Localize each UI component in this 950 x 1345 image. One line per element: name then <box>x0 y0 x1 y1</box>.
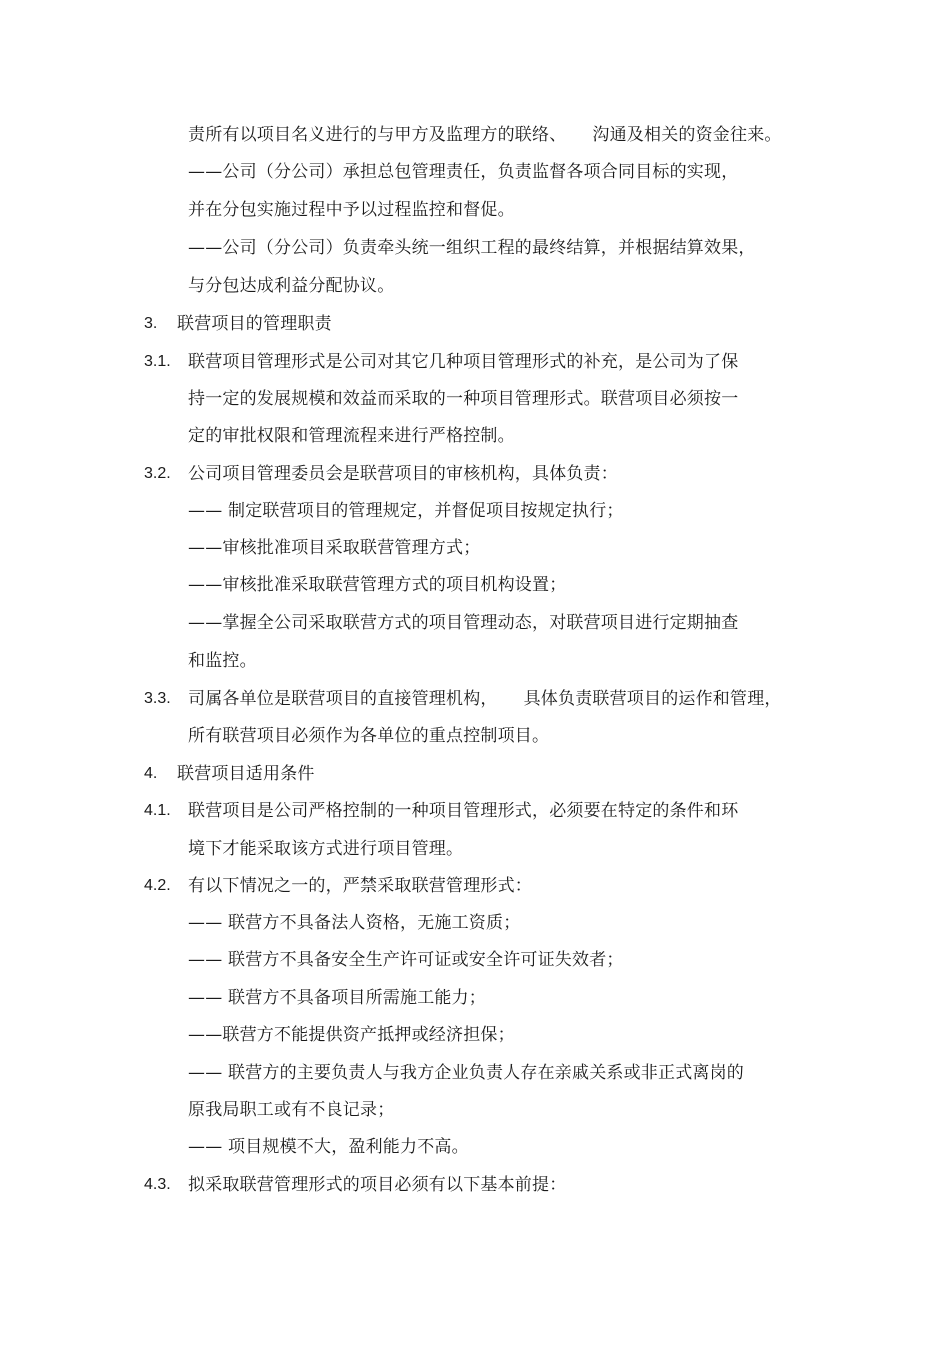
list-item: —— 联营方不具备安全生产许可证或安全许可证失效者； <box>188 950 624 970</box>
text-line: 拟采取联营管理形式的项目必须有以下基本前提： <box>188 1175 567 1195</box>
text-line: 原我局职工或有不良记录； <box>188 1100 395 1120</box>
list-item: ——审核批准采取联营管理方式的项目机构设置； <box>188 575 567 595</box>
text-line: ——公司（分公司）负责牵头统一组织工程的最终结算，并根据结算效果， <box>188 238 756 258</box>
section-number: 4. <box>144 765 158 782</box>
section-number: 4.2. <box>144 877 171 894</box>
text-line: 境下才能采取该方式进行项目管理。 <box>188 839 464 859</box>
section-number: 4.1. <box>144 802 171 819</box>
section-number: 3.2. <box>144 465 171 482</box>
list-item: —— 制定联营项目的管理规定，并督促项目按规定执行； <box>188 501 624 521</box>
section-number: 4.3. <box>144 1176 171 1193</box>
list-item: —— 联营方不具备项目所需施工能力； <box>188 988 487 1008</box>
text-line: 所有联营项目必须作为各单位的重点控制项目。 <box>188 726 550 746</box>
text-fragment: 沟通及相关的资金往来。 <box>592 125 782 145</box>
list-item: ——联营方不能提供资产抵押或经济担保； <box>188 1025 515 1045</box>
list-item: ——掌握全公司采取联营方式的项目管理动态，对联营项目进行定期抽查 <box>188 613 739 633</box>
list-item: ——审核批准项目采取联营管理方式； <box>188 538 481 558</box>
text-line: 和监控。 <box>188 651 257 671</box>
text-line: 与分包达成利益分配协议。 <box>188 276 395 296</box>
list-item: —— 项目规模不大，盈利能力不高。 <box>188 1137 469 1157</box>
text-line <box>188 688 782 710</box>
section-number: 3.1. <box>144 353 171 370</box>
text-fragment: 具体负责联营项目的运作和管理， <box>523 689 782 709</box>
list-item: —— 联营方不具备法人资格，无施工资质； <box>188 913 521 933</box>
text-line: 持一定的发展规模和效益而采取的一种项目管理形式。联营项目必须按一 <box>188 389 739 409</box>
list-item: —— 联营方的主要负责人与我方企业负责人存在亲戚关系或非正式离岗的 <box>188 1063 745 1083</box>
text-line: 联营项目管理形式是公司对其它几种项目管理形式的补充，是公司为了保 <box>188 352 739 372</box>
text-line: 有以下情况之一的，严禁采取联营管理形式： <box>188 876 532 896</box>
text-line: 联营项目是公司严格控制的一种项目管理形式，必须要在特定的条件和环 <box>188 801 739 821</box>
text-line: 定的审批权限和管理流程来进行严格控制。 <box>188 426 515 446</box>
section-heading: 联营项目适用条件 <box>177 764 315 784</box>
text-fragment: 司属各单位是联营项目的直接管理机构， <box>188 689 498 709</box>
section-number: 3. <box>144 315 158 332</box>
text-fragment: 责所有以项目名义进行的与甲方及监理方的联络、 <box>188 125 567 145</box>
section-number: 3.3. <box>144 690 171 707</box>
text-line: 并在分包实施过程中予以过程监控和督促。 <box>188 200 515 220</box>
text-line: ——公司（分公司）承担总包管理责任，负责监督各项合同目标的实现， <box>188 162 739 182</box>
text-line: 公司项目管理委员会是联营项目的审核机构，具体负责： <box>188 464 618 484</box>
text-line <box>188 124 782 146</box>
section-heading: 联营项目的管理职责 <box>177 314 332 334</box>
